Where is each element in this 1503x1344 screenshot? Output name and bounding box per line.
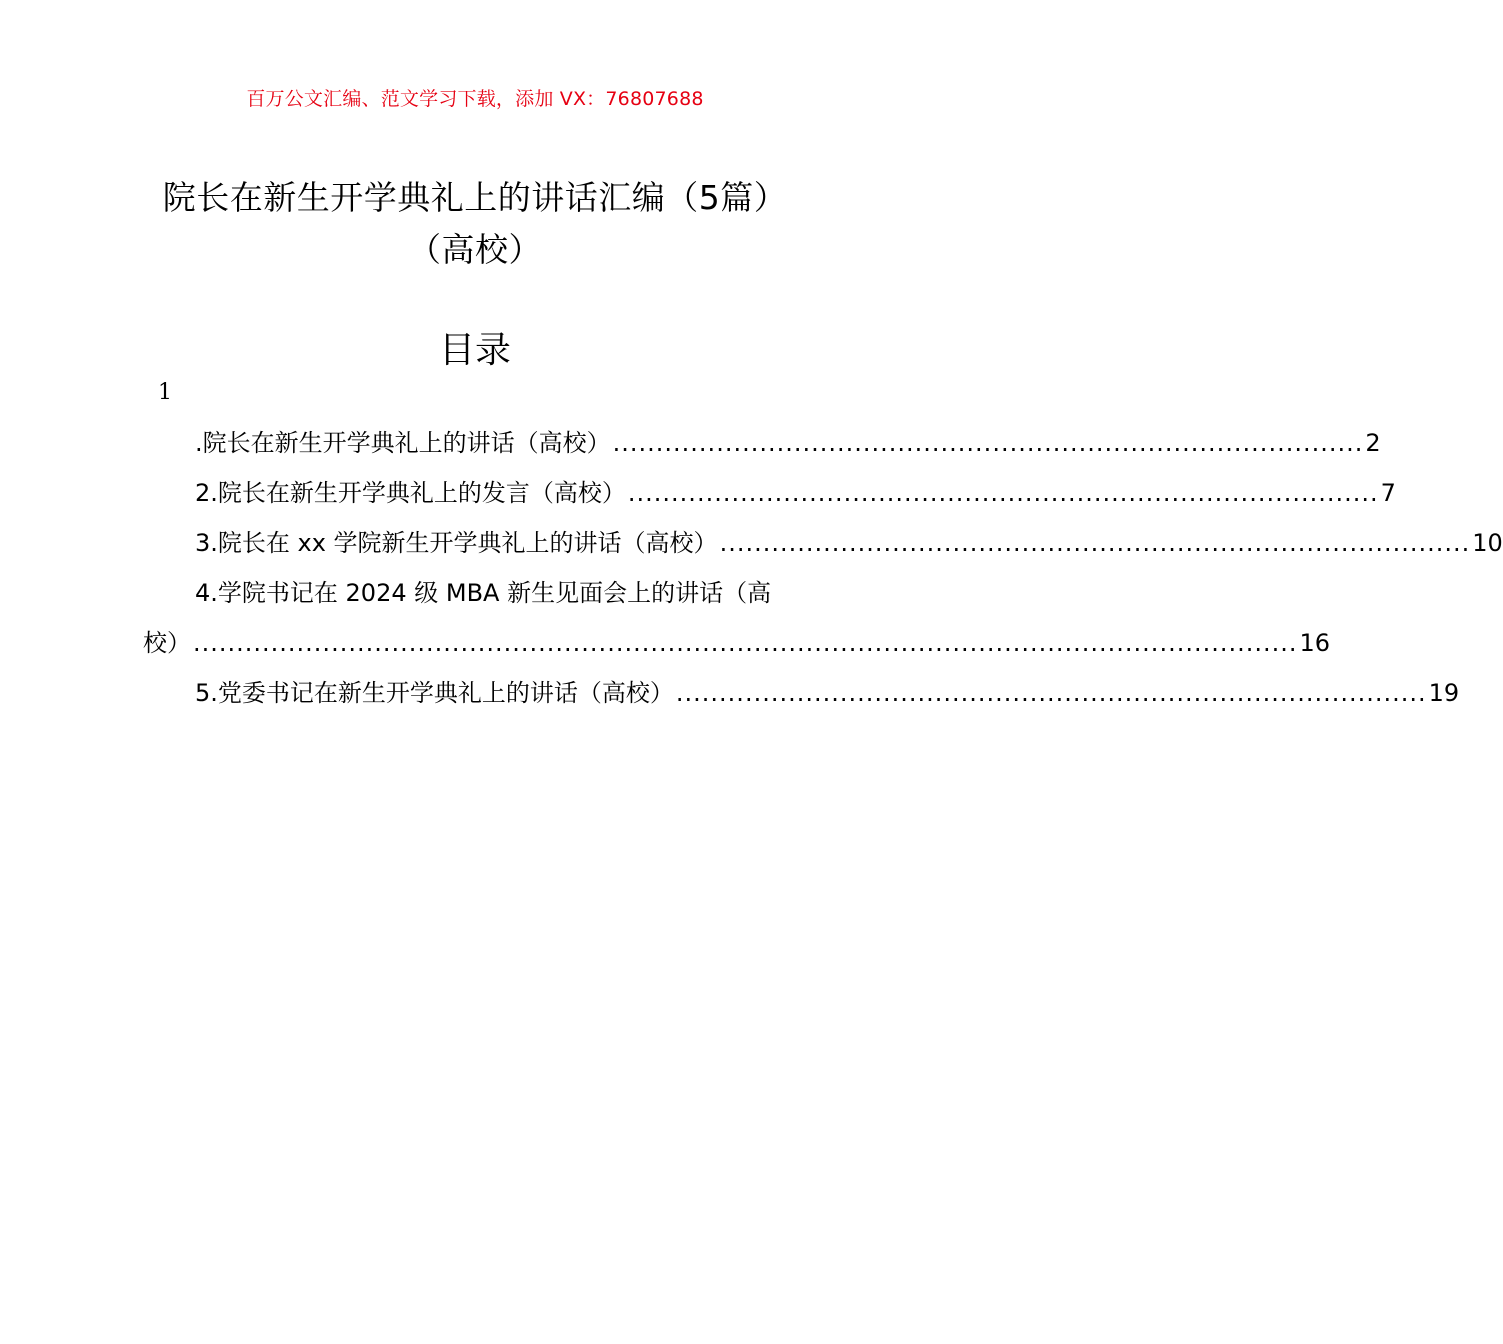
toc-entry-5[interactable] [143,668,1460,718]
toc-entry-3[interactable] [143,518,1503,568]
page-number-marker: 1 [158,380,172,405]
toc-entry-1[interactable] [143,418,1381,468]
leader-dots: ................................................................................................................................ [193,629,1298,657]
leader-dots: ....................................................................................... [627,479,1379,507]
toc-entry-line [143,668,1460,718]
document-title [120,172,830,276]
toc-entry-text: 5.党委书记在新生开学典礼上的讲话（高校） [195,679,674,707]
toc-entry-page: 16 [1299,629,1331,657]
toc-entry-line [143,418,1381,468]
title-line-2: （高校） [408,230,542,269]
toc-entry-line [143,468,1396,518]
toc-entry-4[interactable] [143,568,1331,668]
toc-entry-text: 2.院长在新生开学典礼上的发言（高校） [195,479,626,507]
toc-entry-text: .院长在新生开学典礼上的讲话（高校） [195,429,611,457]
toc-entry-page: 7 [1380,479,1396,507]
toc-entry-line [143,618,1331,668]
leader-dots: ....................................................................................... [719,529,1471,557]
toc-entry-page: 10 [1472,529,1503,557]
toc-entry-text-line-1: 4.学院书记在 2024 级 MBA 新生见面会上的讲话（高 [195,579,772,607]
toc-entry-2[interactable] [143,468,1396,518]
leader-dots: ....................................................................................... [675,679,1427,707]
toc-heading: 目录 [438,330,511,371]
toc-entry-text: 3.院长在 xx 学院新生开学典礼上的讲话（高校） [195,529,718,557]
title-line-1: 院长在新生开学典礼上的讲话汇编（5篇） [162,178,788,217]
toc-entry-text-line-2: 校） [143,629,191,657]
header-note: 百万公文汇编、范文学习下载，添加 VX：76807688 [246,88,704,110]
toc-entry-page: 2 [1365,429,1381,457]
toc-entry-line [143,518,1503,568]
toc-entry-page: 19 [1428,679,1460,707]
leader-dots: ....................................................................................... [612,429,1364,457]
